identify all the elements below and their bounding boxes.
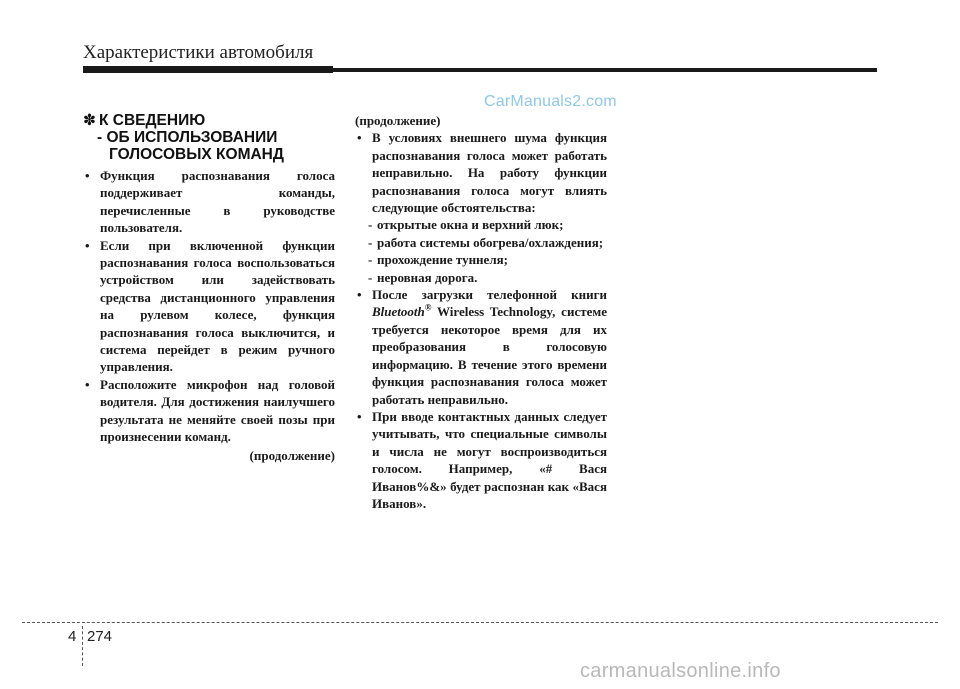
bluetooth-text: Bluetooth: [372, 304, 425, 320]
right-bullet-list-2: [355, 286, 607, 512]
section-heading: [83, 112, 335, 129]
list-item: • При вводе контактных данных следует учитывать, что специальные символы и числа не могут воспроизводиться голосом. Например, «# Вася Иванов%&» будет распознан как «Вася Иванов».: [355, 408, 607, 512]
watermark-carmanuals2: CarManuals2.com: [484, 93, 617, 110]
right-bullet-list: [355, 129, 607, 216]
section-subheading-2: ГОЛОСОВЫХ КОМАНД: [109, 146, 284, 163]
list-item-text: В условиях внешнего шума функция распознавания голоса может работать неправильно. На работу функции распознавания голоса могут влиять следующие обстоятельства:: [372, 130, 607, 216]
dash-item: - открытые окна и верхний люк;: [368, 217, 564, 233]
page-header-title: Характеристики автомобиля: [83, 42, 314, 63]
dash-item: - работа системы обогрева/охлаждения;: [368, 234, 604, 250]
dash-item: - прохождение туннеля;: [368, 252, 508, 268]
list-item: • Если при включенной функции распознавания голоса воспользоваться устройством или задействовать средства дистанционного управления на рулевом колесе, функция распознавания голоса выключится, и система перейдет в режим ручного управления.: [83, 237, 335, 376]
header-rule-accent: [83, 66, 333, 73]
page-number: 274: [87, 628, 113, 645]
left-column: [83, 112, 335, 464]
list-item: • После загрузки телефонной книги Bluetooth® Wireless Technology, системе требуется некоторое время для их преобразования в голосовую информацию. В течение этого времени функция распознавания голоса может работать неправильно.: [355, 286, 607, 408]
dash-item: - неровная дорога.: [368, 269, 478, 285]
section-subheading-1: - ОБ ИСПОЛЬЗОВАНИИ: [97, 129, 278, 146]
footer-dashed-rule: [22, 622, 938, 623]
right-column: [355, 112, 607, 512]
asterisk-icon: ✽: [83, 112, 96, 129]
continued-label-top: (продолжение): [355, 113, 441, 128]
continued-label: (продолжение): [249, 447, 335, 463]
section-heading-text: К СВЕДЕНИЮ: [99, 112, 206, 129]
watermark-carmanualsonline: carmanualsonline.info: [580, 660, 781, 682]
footer-vertical-rule: [82, 626, 83, 666]
list-item: • Функция распознавания голоса поддерживает команды, перечисленные в руководстве пользователя.: [83, 167, 335, 237]
chapter-number: 4: [68, 628, 77, 645]
list-item: [355, 129, 607, 216]
list-item: • Расположите микрофон над головой водителя. Для достижения наилучшего результата не меняйте своей позы при произнесении команд.: [83, 376, 335, 446]
left-bullet-list: [83, 167, 335, 446]
registered-mark: ®: [424, 303, 432, 314]
